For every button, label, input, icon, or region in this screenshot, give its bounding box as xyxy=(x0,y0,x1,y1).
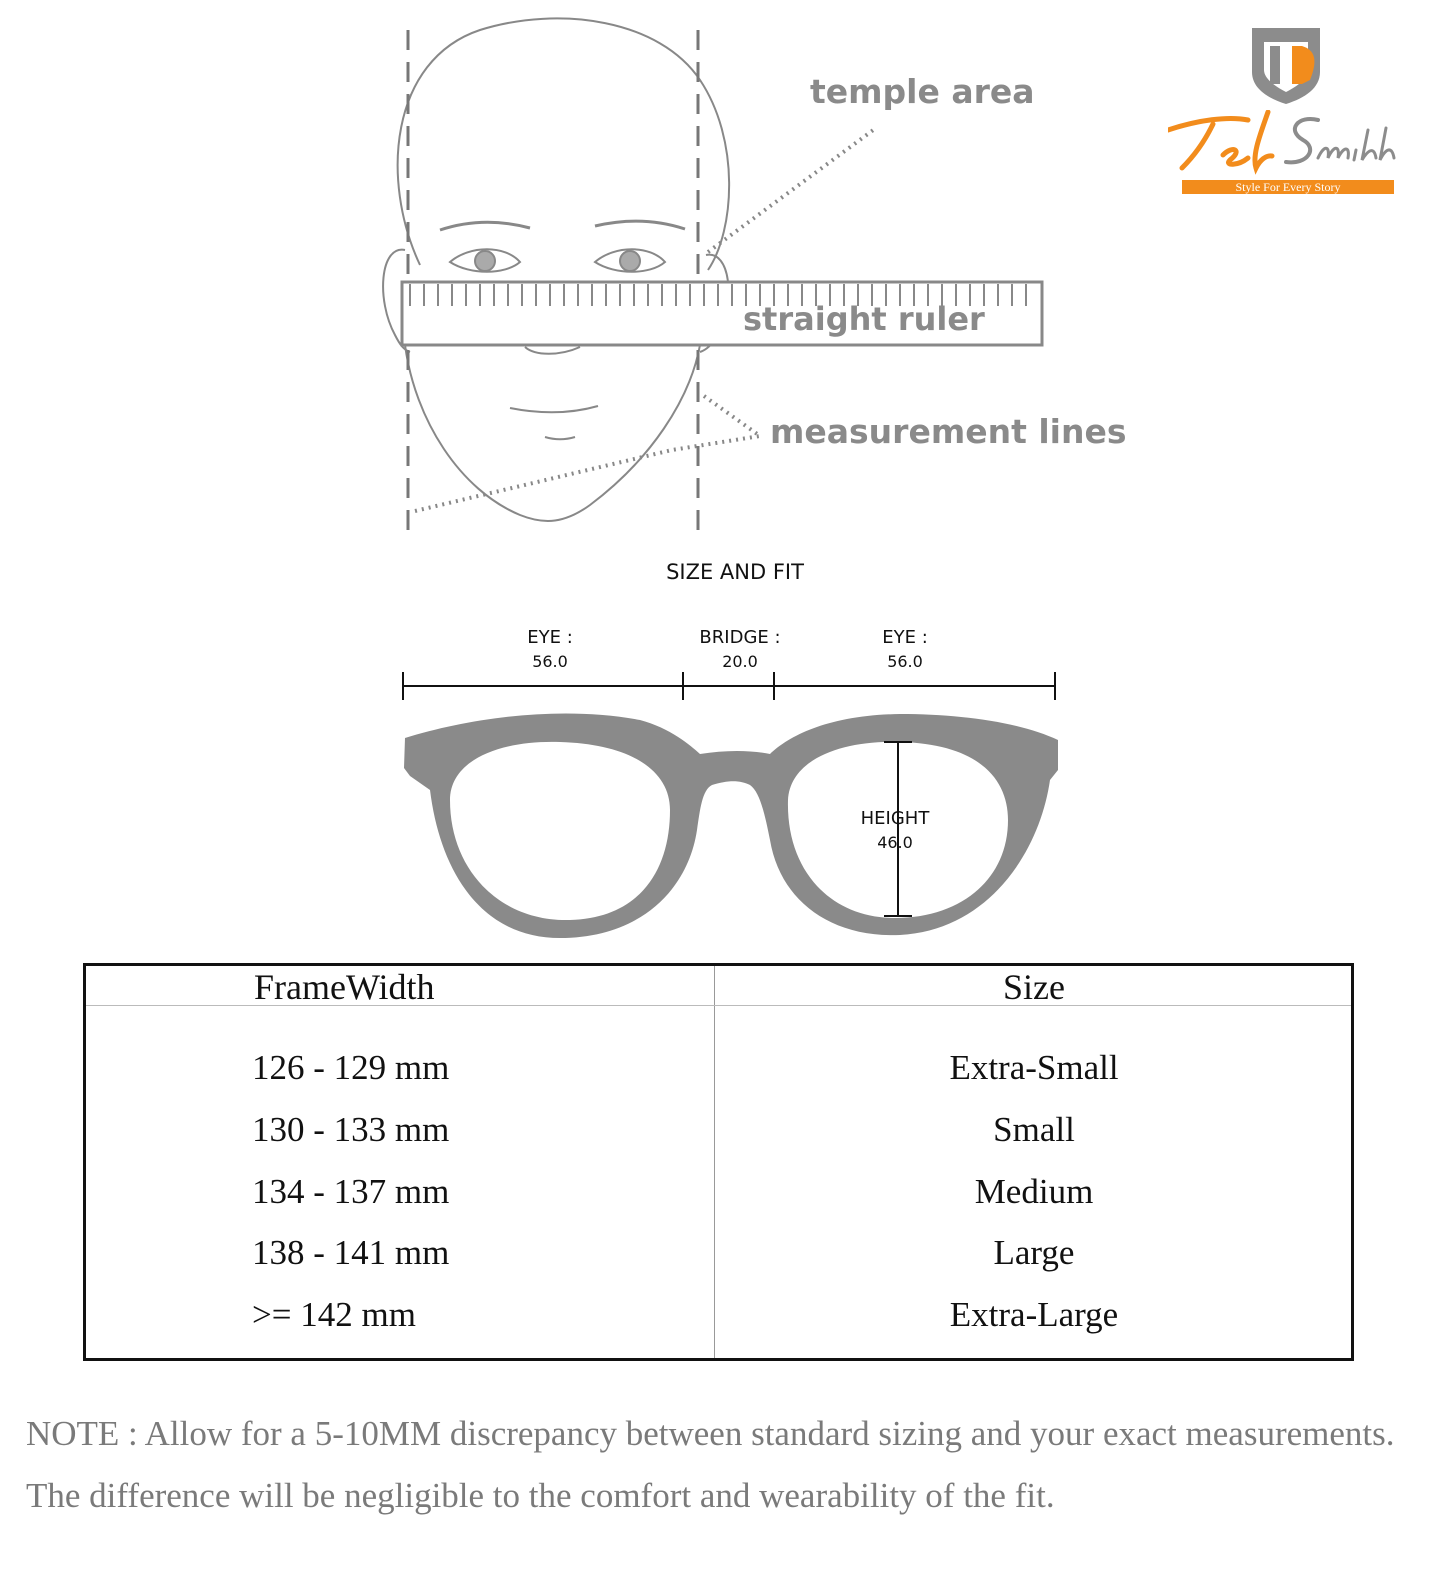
frame-size-table xyxy=(83,963,1354,1361)
note-line-1: NOTE : Allow for a 5-10MM discrepancy between standard sizing and your exact measurements. xyxy=(26,1414,1395,1453)
eye-right-value: 56.0 xyxy=(887,652,923,671)
height-value: 46.0 xyxy=(877,833,913,852)
eye-left-value: 56.0 xyxy=(532,652,568,671)
header-frame-width: FrameWidth xyxy=(254,967,435,1007)
measurement-lines-label: measurement lines xyxy=(770,412,1127,451)
sizing-note xyxy=(26,1403,1436,1527)
straight-ruler-label: straight ruler xyxy=(743,300,985,338)
row-size-medium: Medium xyxy=(974,1172,1094,1211)
temple-area-label: temple area xyxy=(810,72,1035,111)
logo-tagline: Style For Every Story xyxy=(1182,180,1394,194)
brand-logo xyxy=(1160,20,1400,200)
bridge-label: BRIDGE : xyxy=(699,627,781,648)
height-dimension xyxy=(850,808,940,852)
logo-wordmark xyxy=(1168,110,1408,180)
eye-right-label: EYE : xyxy=(882,627,928,648)
note-line-2: The difference will be negligible to the comfort and wearability of the fit. xyxy=(26,1476,1055,1515)
logo-mark-icon xyxy=(1160,20,1400,110)
glasses-illustration xyxy=(0,660,1445,950)
size-and-fit-title: SIZE AND FIT xyxy=(666,560,804,584)
row-size-extra-small: Extra-Small xyxy=(949,1048,1119,1087)
row-size-small: Small xyxy=(993,1110,1075,1149)
row-width-extra-small: 126 - 129 mm xyxy=(252,1048,450,1087)
height-label: HEIGHT xyxy=(860,808,930,829)
row-width-medium: 134 - 137 mm xyxy=(252,1172,450,1211)
row-width-extra-large: >= 142 mm xyxy=(252,1295,416,1334)
row-size-large: Large xyxy=(993,1233,1075,1272)
bridge-value: 20.0 xyxy=(722,652,758,671)
eye-left-label: EYE : xyxy=(527,627,573,648)
row-width-small: 130 - 133 mm xyxy=(252,1110,450,1149)
row-size-extra-large: Extra-Large xyxy=(949,1295,1119,1334)
header-size: Size xyxy=(1003,967,1065,1007)
row-width-large: 138 - 141 mm xyxy=(252,1233,450,1272)
